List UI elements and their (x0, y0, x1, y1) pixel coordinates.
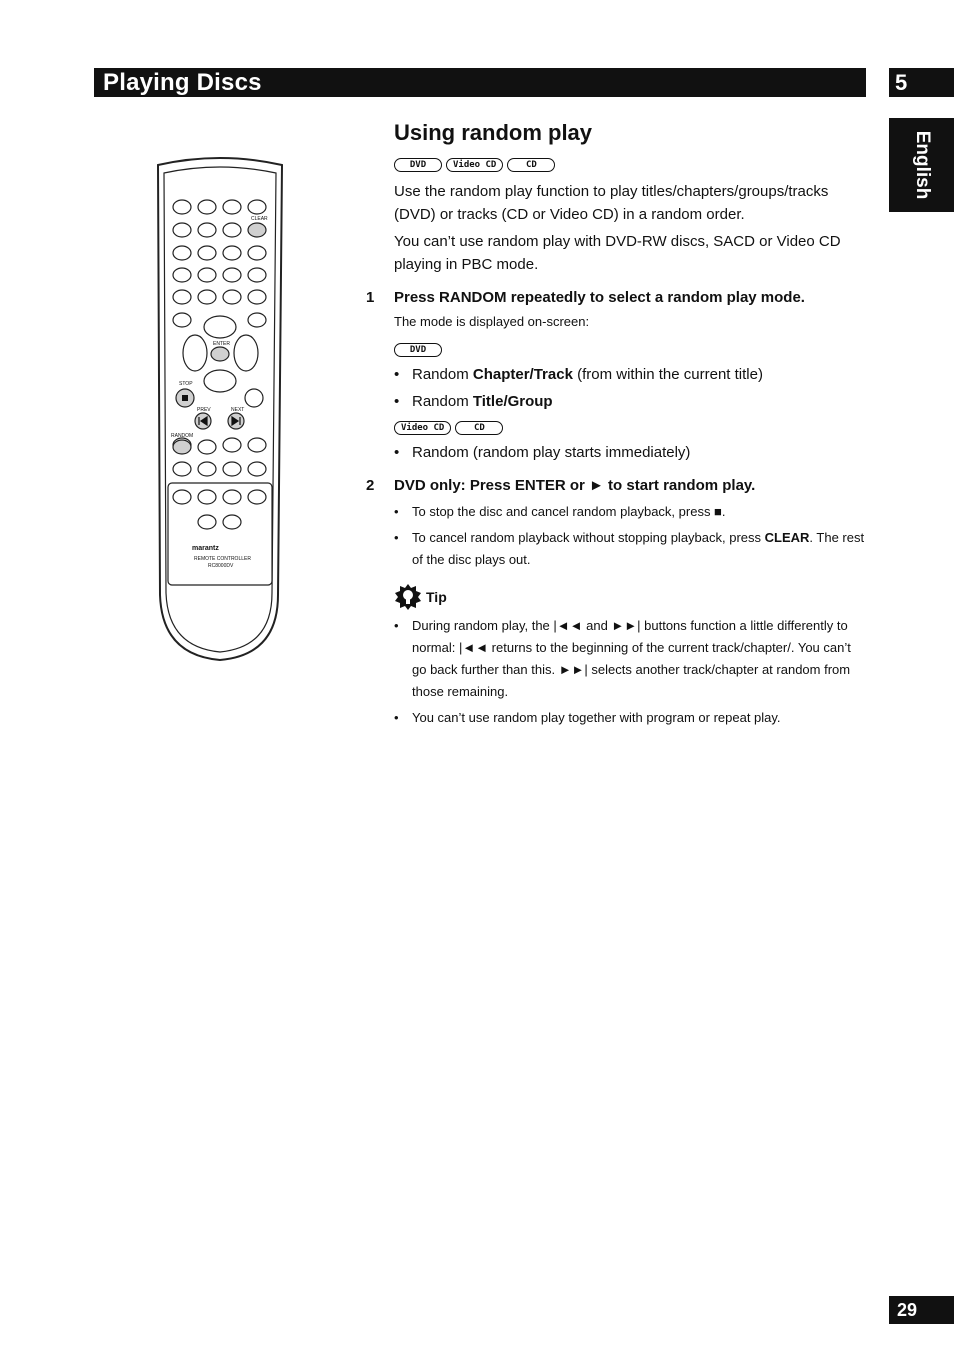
prev-label: PREV (197, 407, 211, 413)
stop-label: STOP (179, 381, 193, 387)
intro-paragraph-1: Use the random play function to play titles/chapters/groups/tracks (DVD) or tracks (CD or Video CD) in a random order. (394, 183, 829, 223)
random-label: RANDOM (171, 433, 194, 439)
disc-tags (394, 156, 866, 174)
step-1-number: 1 (366, 289, 375, 306)
list-item: • Random (random play starts immediately) (394, 441, 866, 464)
enter-label: ENTER (213, 341, 230, 347)
intro-paragraph-2: You can’t use random play with DVD-RW discs, SACD or Video CD playing in PBC mode. (394, 233, 841, 273)
remote-control-illustration (150, 155, 290, 665)
brand-logo: marantz (192, 545, 219, 552)
page-number: 29 (889, 1296, 954, 1324)
tip-lightbulb-icon (394, 583, 422, 611)
main-content (366, 118, 866, 733)
step-1 (366, 286, 866, 309)
tag-cd: CD (507, 158, 555, 172)
step-1-note: The mode is displayed on-screen: (394, 314, 590, 329)
step-2-number: 2 (366, 477, 375, 494)
tag-video-cd: Video CD (394, 421, 451, 435)
list-item: • During random play, the |◄◄ and ►►| buttons function a little differently to normal: |◄◄ returns to the beginning of the current track/chapter/. You can’t go back further than this. ►►| selects another track/chapter at random from those remaining. (394, 615, 866, 703)
section-title: Using random play (394, 120, 593, 145)
step-2-notes (394, 501, 866, 571)
list-item: • Random Chapter/Track (from within the current title) (394, 363, 866, 386)
list-item: • To stop the disc and cancel random playback, press ■. (394, 501, 866, 523)
random-button-highlight (173, 440, 191, 454)
tag-dvd: DVD (394, 343, 442, 357)
language-tab-label: English (911, 130, 933, 200)
list-item: • Random Title/Group (394, 390, 866, 413)
section-header-title: Playing Discs (103, 69, 262, 96)
chapter-number: 5 (889, 68, 954, 97)
clear-label: CLEAR (251, 216, 268, 222)
list-item: • You can’t use random play together with program or repeat play. (394, 707, 866, 729)
step-1-text: Press RANDOM repeatedly to select a random play mode. (394, 289, 805, 306)
header-bar (94, 68, 866, 97)
step-1-dvd-tags (394, 341, 866, 359)
step-1-vcd-tags (394, 419, 866, 437)
clear-button-highlight (248, 223, 266, 237)
tag-video-cd: Video CD (446, 158, 503, 172)
tag-dvd: DVD (394, 158, 442, 172)
enter-button-highlight (211, 347, 229, 361)
caption-label: REMOTE CONTROLLER (194, 556, 251, 562)
tip-label: Tip (426, 588, 447, 605)
list-item: • To cancel random playback without stopping playback, press CLEAR. The rest of the disc plays out. (394, 527, 866, 571)
model-label: RC8000DV (208, 563, 234, 569)
tag-cd: CD (455, 421, 503, 435)
next-label: NEXT (231, 407, 245, 413)
step-2 (366, 474, 866, 497)
vcd-mode-list (394, 441, 866, 464)
dvd-mode-list (394, 363, 866, 413)
tip-heading (394, 583, 866, 611)
language-tab (889, 118, 954, 212)
tip-list (394, 615, 866, 729)
step-2-text: DVD only: Press ENTER or ► to start random play. (394, 477, 756, 494)
